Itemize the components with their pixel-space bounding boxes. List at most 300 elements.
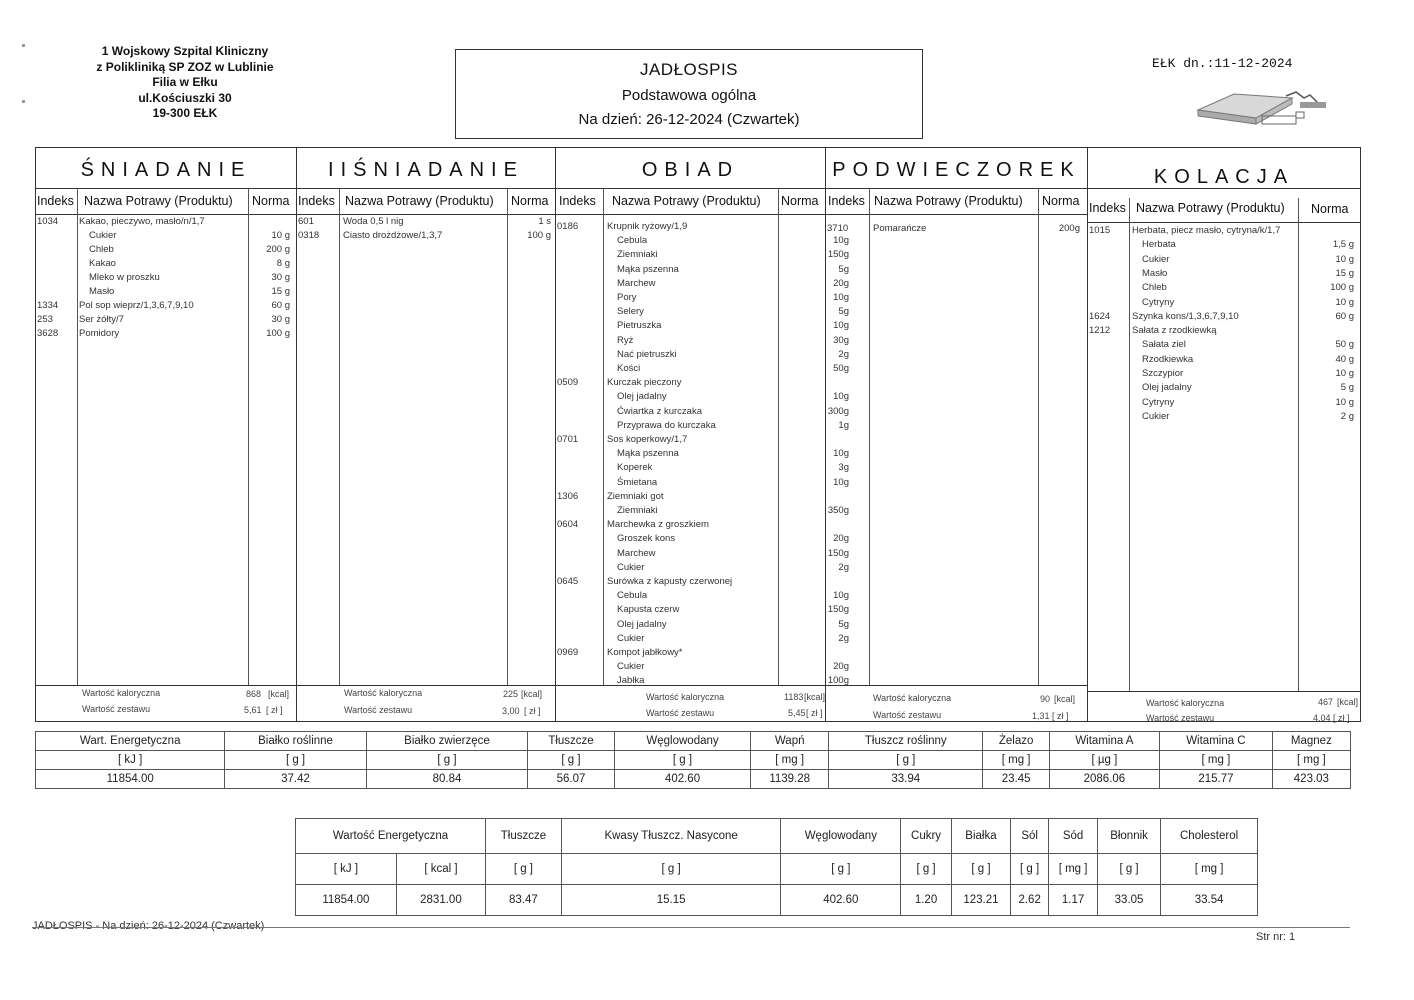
item-norm: 8 g xyxy=(276,258,290,269)
nutrition-table-label xyxy=(295,818,1258,916)
issue-date: EŁK dn.:11-12-2024 xyxy=(1152,56,1293,71)
item-norm: 30 g xyxy=(271,314,290,325)
nutrition-unit-row xyxy=(36,751,1351,770)
meal-item-row xyxy=(556,263,849,278)
item-norm: 10g xyxy=(833,391,849,403)
meal-title: OBIAD xyxy=(556,148,825,189)
item-norm: 5g xyxy=(838,263,849,275)
ingredient-name: Cukier xyxy=(617,632,645,644)
meal-item-row xyxy=(297,216,555,230)
nutrient-unit: [ g ] xyxy=(951,854,1010,885)
cost-value: 1,31 xyxy=(1032,711,1050,721)
meal-summary xyxy=(556,685,825,722)
item-norm: 10g xyxy=(833,320,849,332)
meal-item-row xyxy=(556,377,825,391)
dish-name: Sałata z rzodkiewką xyxy=(1132,325,1217,337)
scan-mark xyxy=(22,44,25,47)
item-index: 3628 xyxy=(37,328,59,339)
nutrient-header: Tłuszcze xyxy=(486,819,562,854)
meal-item-row xyxy=(556,547,849,562)
ingredient-name: Nać pietruszki xyxy=(617,348,677,360)
nutrient-header: Węglowodany xyxy=(614,732,751,751)
dish-name: Woda 0,5 l nig xyxy=(343,216,404,227)
ingredient-name: Sałata ziel xyxy=(1142,339,1186,351)
nutrient-unit: [ g ] xyxy=(366,751,528,770)
meal-title: PODWIECZOREK xyxy=(826,148,1087,189)
ingredient-name: Cebula xyxy=(617,590,648,602)
nutrient-value: 80.84 xyxy=(366,770,528,789)
meal-item-row xyxy=(556,491,825,505)
meal-item-row xyxy=(1088,254,1360,268)
ingredient-name: Kości xyxy=(617,363,641,374)
meal-item-row xyxy=(1088,311,1360,325)
meal-second-breakfast xyxy=(297,148,556,721)
meal-item-row xyxy=(556,590,849,604)
norm-header: Norma xyxy=(1042,194,1080,208)
menu-date: Na dzień: 26-12-2024 (Czwartek) xyxy=(578,111,800,128)
item-norm: 3g xyxy=(838,462,849,474)
nutrient-value: 11854.00 xyxy=(36,770,225,789)
ingredient-name: Selery xyxy=(617,306,644,318)
item-index: 0969 xyxy=(557,647,579,658)
nutrient-header: Błonnik xyxy=(1097,819,1160,854)
item-norm: 100 g xyxy=(527,230,551,241)
kcal-label: Wartość kaloryczna xyxy=(646,692,725,702)
meal-item-row xyxy=(1088,368,1360,382)
item-norm: 50g xyxy=(833,363,849,374)
item-norm: 15 g xyxy=(1335,267,1354,279)
ingredient-name: Olej jadalny xyxy=(1142,382,1192,394)
meal-item-row xyxy=(556,249,849,263)
meal-title: ŚNIADANIE xyxy=(36,148,296,189)
nutrient-header: Białka xyxy=(951,819,1010,854)
item-norm: 100g xyxy=(827,675,849,687)
meal-item-row xyxy=(36,258,296,272)
ingredient-name: Cukier xyxy=(617,561,645,573)
nutrient-unit: [ g ] xyxy=(486,854,562,885)
item-norm: 150g xyxy=(827,604,849,616)
nutrition-header-row xyxy=(36,732,1351,751)
nutrient-value: 402.60 xyxy=(781,885,901,916)
meal-item-row xyxy=(556,306,849,320)
ingredient-name: Mąka pszenna xyxy=(617,263,679,275)
item-norm: 15 g xyxy=(271,286,290,297)
meal-item-row xyxy=(1088,268,1360,282)
column-header xyxy=(826,188,1087,215)
item-norm: 2g xyxy=(838,632,849,644)
meal-item-row xyxy=(556,235,849,249)
hospital-line: ul.Kościuszki 30 xyxy=(138,90,232,105)
item-norm: 30 g xyxy=(271,272,290,283)
page-footer-text: JADŁOSPIS - Na dzień: 26-12-2024 (Czwartek) xyxy=(32,920,265,932)
nutrient-unit: [ kcal ] xyxy=(396,854,485,885)
item-norm: 40 g xyxy=(1335,353,1354,365)
ingredient-name: Olej jadalny xyxy=(617,391,667,403)
index-header: Indeks xyxy=(1089,201,1126,215)
name-header: Nazwa Potrawy (Produktu) xyxy=(345,194,494,208)
meal-item-row xyxy=(556,363,849,377)
nutrient-header: Żelazo xyxy=(983,732,1049,751)
nutrient-unit: [ mg ] xyxy=(1161,854,1258,885)
item-norm: 50 g xyxy=(1335,339,1354,351)
dish-name: Ziemniaki got xyxy=(607,490,664,502)
meal-item-row xyxy=(556,533,849,547)
meal-item-row xyxy=(556,405,849,420)
meal-item-row xyxy=(826,223,1087,237)
meal-item-row xyxy=(1088,225,1360,239)
meal-item-row xyxy=(297,230,555,244)
meal-item-row xyxy=(556,419,849,434)
item-index: 0318 xyxy=(298,230,320,241)
ingredient-name: Masło xyxy=(1142,267,1168,279)
ingredient-name: Koperek xyxy=(617,462,653,474)
meal-item-row xyxy=(556,334,849,349)
item-norm: 20g xyxy=(833,277,849,289)
nutrient-unit: [ kJ ] xyxy=(296,854,397,885)
dish-name: Herbata, piecz masło, cytryna/k/1,7 xyxy=(1132,225,1281,236)
kcal-unit: [kcal] xyxy=(1054,694,1076,704)
hospital-line: z Polikliniką SP ZOZ w Lublinie xyxy=(96,59,274,74)
item-norm: 100 g xyxy=(266,328,290,339)
ingredient-name: Olej jadalny xyxy=(617,618,667,630)
kcal-label: Wartość kaloryczna xyxy=(82,688,161,698)
meal-item-row xyxy=(556,320,849,334)
item-index: 0186 xyxy=(557,221,579,232)
item-index: 1334 xyxy=(37,300,59,311)
item-norm: 10g xyxy=(833,235,849,247)
item-norm: 10g xyxy=(833,476,849,488)
item-norm: 20g xyxy=(833,533,849,545)
ingredient-name: Ziemniaki xyxy=(617,249,658,261)
nutrient-header: Witamina A xyxy=(1049,732,1159,751)
meal-item-row xyxy=(1088,411,1360,425)
item-norm: 5 g xyxy=(1340,382,1354,394)
hospital-address xyxy=(60,44,310,122)
nutrient-unit: [ mg ] xyxy=(1272,751,1350,770)
meal-item-row xyxy=(556,476,849,491)
item-norm: 10 g xyxy=(271,230,290,241)
meal-item-row xyxy=(556,391,849,405)
cost-unit: [ zł ] xyxy=(1333,713,1350,723)
meal-item-row xyxy=(36,314,296,328)
dish-name: Kompot jabłkowy* xyxy=(607,647,683,658)
ingredient-name: Masło xyxy=(89,286,115,297)
hospital-line: Filia w Ełku xyxy=(152,75,218,89)
nutrient-header: Cukry xyxy=(901,819,952,854)
ingredient-name: Chleb xyxy=(1142,282,1167,294)
meal-item-row xyxy=(36,272,296,286)
item-norm: 200 g xyxy=(266,244,290,255)
meal-item-row xyxy=(36,244,296,258)
ingredient-name: Kapusta czerw xyxy=(617,604,680,616)
item-index: 0509 xyxy=(557,377,579,389)
nutrition-value-row xyxy=(296,885,1258,916)
scan-mark xyxy=(22,100,25,103)
item-norm: 1 s xyxy=(538,216,551,227)
meal-item-row xyxy=(1088,239,1360,253)
kcal-unit: [kcal] xyxy=(268,689,290,699)
ingredient-name: Groszek kons xyxy=(617,533,676,545)
nutrient-unit: [ mg ] xyxy=(751,751,829,770)
meal-summary xyxy=(36,685,296,722)
nutrient-value: 33.94 xyxy=(829,770,983,789)
meal-item-row xyxy=(556,221,825,235)
meal-item-row xyxy=(556,647,825,661)
meal-item-row xyxy=(556,348,849,363)
item-norm: 2 g xyxy=(1340,410,1354,422)
meal-item-row xyxy=(556,618,849,633)
meal-item-row xyxy=(1088,339,1360,353)
nutrient-unit: [ g ] xyxy=(1011,854,1049,885)
nutrient-header: Białko roślinne xyxy=(225,732,366,751)
dish-name: Pomidory xyxy=(79,328,120,339)
ingredient-name: Przyprawa do kurczaka xyxy=(617,419,716,431)
meal-item-row xyxy=(36,300,296,314)
ingredient-name: Marchew xyxy=(617,277,656,289)
dish-name: Kurczak pieczony xyxy=(607,377,682,389)
nutrient-value: 1.17 xyxy=(1049,885,1098,916)
cost-value: 3,00 xyxy=(502,706,520,716)
dish-name: Ser żółty/7 xyxy=(79,314,124,325)
dish-name: Pomarańcze xyxy=(873,223,927,234)
item-norm: 200g xyxy=(1058,223,1080,234)
item-norm: 10 g xyxy=(1335,296,1354,308)
item-norm: 2g xyxy=(838,561,849,573)
nutrient-value: 11854.00 xyxy=(296,885,397,916)
document-title: JADŁOSPIS xyxy=(639,60,739,79)
kcal-value: 1183 xyxy=(784,692,804,702)
name-header: Nazwa Potrawy (Produktu) xyxy=(612,194,761,208)
nutrient-header: Sód xyxy=(1049,819,1098,854)
dish-name: Marchewka z groszkiem xyxy=(607,519,709,531)
item-index: 1015 xyxy=(1089,225,1111,236)
item-norm: 10g xyxy=(833,590,849,602)
item-index: 1306 xyxy=(557,490,579,502)
ingredient-name: Jabłka xyxy=(617,675,645,687)
meal-title: IIŚNIADANIE xyxy=(297,148,555,189)
nutrient-unit: [ g ] xyxy=(528,751,614,770)
dish-name: Szynka kons/1,3,6,7,9,10 xyxy=(1132,310,1239,322)
nutrient-unit: [ g ] xyxy=(781,854,901,885)
kcal-value: 467 xyxy=(1318,697,1334,707)
cost-value: 4,04 xyxy=(1313,713,1331,723)
item-index: 1624 xyxy=(1089,310,1111,322)
ingredient-name: Śmietana xyxy=(617,476,658,488)
index-header: Indeks xyxy=(828,194,865,208)
nutrient-value: 2.62 xyxy=(1011,885,1049,916)
item-norm: 1g xyxy=(838,419,849,431)
ingredient-name: Szczypior xyxy=(1142,368,1184,379)
nutrient-header: Wapń xyxy=(751,732,829,751)
hospital-line: 1 Wojskowy Szpital Kliniczny xyxy=(101,44,269,58)
meal-item-row xyxy=(1088,397,1360,411)
meal-item-row xyxy=(1088,354,1360,368)
item-norm: 2g xyxy=(838,348,849,360)
kcal-unit: [kcal] xyxy=(804,692,826,702)
meal-title: KOLACJA xyxy=(1088,148,1360,189)
cost-label: Wartość zestawu xyxy=(873,710,942,720)
nutrient-unit: [ g ] xyxy=(1097,854,1160,885)
dish-name: Kakao, pieczywo, masło/n/1,7 xyxy=(79,216,205,227)
ingredient-name: Pory xyxy=(617,292,637,303)
nutrient-header: Cholesterol xyxy=(1161,819,1258,854)
meal-breakfast xyxy=(36,148,297,721)
name-header: Nazwa Potrawy (Produktu) xyxy=(874,194,1023,208)
nutrient-value: 402.60 xyxy=(614,770,751,789)
dish-name: Surówka z kapusty czerwonej xyxy=(607,576,733,587)
ingredient-name: Pietruszka xyxy=(617,320,662,332)
item-norm: 150g xyxy=(827,249,849,261)
nutrient-header: Wartość Energetyczna xyxy=(296,819,486,854)
ingredient-name: Rzodkiewka xyxy=(1142,353,1194,365)
item-index: 1034 xyxy=(37,216,59,227)
nutrient-value: 2086.06 xyxy=(1049,770,1159,789)
nutrient-unit: [ mg ] xyxy=(983,751,1049,770)
nutrient-unit: [ g ] xyxy=(225,751,366,770)
item-norm: 300g xyxy=(827,405,849,417)
footer-divider xyxy=(32,927,1350,928)
item-norm: 10 g xyxy=(1335,396,1354,408)
item-index: 0604 xyxy=(557,519,579,531)
name-header: Nazwa Potrawy (Produktu) xyxy=(84,194,233,208)
title-box xyxy=(455,49,923,139)
nutrient-unit: [ mg ] xyxy=(1049,854,1098,885)
ingredient-name: Ziemniaki xyxy=(617,505,658,516)
hospital-line: 19-300 EŁK xyxy=(152,106,218,120)
meal-item-row xyxy=(556,448,849,462)
meal-item-row xyxy=(1088,297,1360,311)
nutrient-value: 15.15 xyxy=(561,885,781,916)
kcal-value: 90 xyxy=(1040,694,1051,704)
ingredient-name: Mąka pszenna xyxy=(617,448,679,460)
nutrient-unit: [ g ] xyxy=(901,854,952,885)
nutrient-header: Wart. Energetyczna xyxy=(36,732,225,751)
column-header xyxy=(556,188,825,215)
kcal-unit: [kcal] xyxy=(1337,697,1359,707)
dish-name: Ciasto drożdżowe/1,3,7 xyxy=(343,230,443,241)
meal-item-row xyxy=(556,292,849,306)
ingredient-name: Marchew xyxy=(617,547,656,559)
item-index: 601 xyxy=(298,216,314,227)
cost-value: 5,61 xyxy=(244,705,262,715)
ingredient-name: Cukier xyxy=(1142,410,1170,422)
menu-table xyxy=(35,147,1361,722)
dish-name: Pol sop wieprz/1,3,6,7,9,10 xyxy=(79,300,194,311)
item-norm: 100 g xyxy=(1330,282,1354,294)
nutrient-unit: [ g ] xyxy=(829,751,983,770)
meal-item-row xyxy=(1088,325,1360,339)
column-header xyxy=(297,188,555,215)
item-norm: 60 g xyxy=(271,300,290,311)
cost-unit: [ zł ] xyxy=(524,706,541,716)
ingredient-name: Cytryny xyxy=(1142,396,1175,408)
kcal-label: Wartość kaloryczna xyxy=(873,693,952,703)
dish-name: Krupnik ryżowy/1,9 xyxy=(607,221,688,232)
norm-header: Norma xyxy=(781,194,819,208)
ingredient-name: Kakao xyxy=(89,258,116,269)
kcal-value: 868 xyxy=(246,689,262,699)
meal-summary xyxy=(1088,691,1360,728)
item-norm: 30g xyxy=(833,334,849,346)
nutrition-header-row xyxy=(296,819,1258,854)
nutrient-value: 2831.00 xyxy=(396,885,485,916)
cost-label: Wartość zestawu xyxy=(344,705,413,715)
meal-summary xyxy=(297,685,555,722)
ingredient-name: Cebula xyxy=(617,235,648,247)
ingredient-name: Cukier xyxy=(617,661,645,673)
nutrition-unit-row xyxy=(296,854,1258,885)
item-norm: 20g xyxy=(833,661,849,673)
meal-dinner xyxy=(1088,148,1360,721)
nutrition-value-row xyxy=(36,770,1351,789)
meal-item-row xyxy=(556,576,825,590)
nutrient-unit: [ kJ ] xyxy=(36,751,225,770)
nutrient-value: 23.45 xyxy=(983,770,1049,789)
nutrient-unit: [ g ] xyxy=(614,751,751,770)
meal-item-row xyxy=(556,632,849,647)
nutrient-value: 215.77 xyxy=(1160,770,1273,789)
item-index: 0645 xyxy=(557,576,579,587)
cost-unit: [ zł ] xyxy=(1052,711,1069,721)
nutrient-value: 33.05 xyxy=(1097,885,1160,916)
meal-item-row xyxy=(556,505,849,519)
nutrient-header: Białko zwierzęce xyxy=(366,732,528,751)
index-header: Indeks xyxy=(559,194,596,208)
ingredient-name: Ćwiartka z kurczaka xyxy=(617,405,702,417)
nutrient-header: Kwasy Tłuszcz. Nasycone xyxy=(561,819,781,854)
meal-item-row xyxy=(556,519,825,533)
kcal-label: Wartość kaloryczna xyxy=(344,688,423,698)
meal-item-row xyxy=(36,286,296,300)
nutrient-value: 83.47 xyxy=(486,885,562,916)
nutrient-value: 33.54 xyxy=(1161,885,1258,916)
nutrient-value: 1139.28 xyxy=(751,770,829,789)
meal-item-row xyxy=(1088,282,1360,296)
nutrient-value: 423.03 xyxy=(1272,770,1350,789)
item-norm: 5g xyxy=(838,618,849,630)
meal-item-row xyxy=(36,230,296,244)
nutrient-value: 37.42 xyxy=(225,770,366,789)
nutrient-value: 1.20 xyxy=(901,885,952,916)
ingredient-name: Ryż xyxy=(617,334,634,346)
meal-item-row xyxy=(1088,382,1360,396)
nutrient-value: 123.21 xyxy=(951,885,1010,916)
nutrient-header: Sól xyxy=(1011,819,1049,854)
kcal-value: 225 xyxy=(503,689,519,699)
kcal-label: Wartość kaloryczna xyxy=(1146,698,1225,708)
ingredient-name: Cytryny xyxy=(1142,296,1175,308)
nutrient-value: 56.07 xyxy=(528,770,614,789)
norm-header: Norma xyxy=(1311,202,1349,216)
nutrient-header: Tłuszcz roślinny xyxy=(829,732,983,751)
stamp-icon xyxy=(1196,88,1336,130)
item-norm: 350g xyxy=(827,505,849,516)
item-norm: 60 g xyxy=(1335,310,1354,322)
name-header: Nazwa Potrawy (Produktu) xyxy=(1136,201,1285,215)
item-index: 3710 xyxy=(827,223,849,234)
nutrition-table-primary xyxy=(35,731,1351,789)
meal-item-row xyxy=(556,277,849,292)
meal-item-row xyxy=(556,434,825,448)
column-header xyxy=(36,188,296,215)
cost-unit: [ zł ] xyxy=(266,705,283,715)
nutrient-header: Magnez xyxy=(1272,732,1350,751)
item-norm: 150g xyxy=(827,547,849,559)
nutrient-header: Węglowodany xyxy=(781,819,901,854)
meal-afternoon-snack xyxy=(826,148,1088,721)
meal-item-row xyxy=(556,561,849,576)
nutrient-header: Witamina C xyxy=(1160,732,1273,751)
